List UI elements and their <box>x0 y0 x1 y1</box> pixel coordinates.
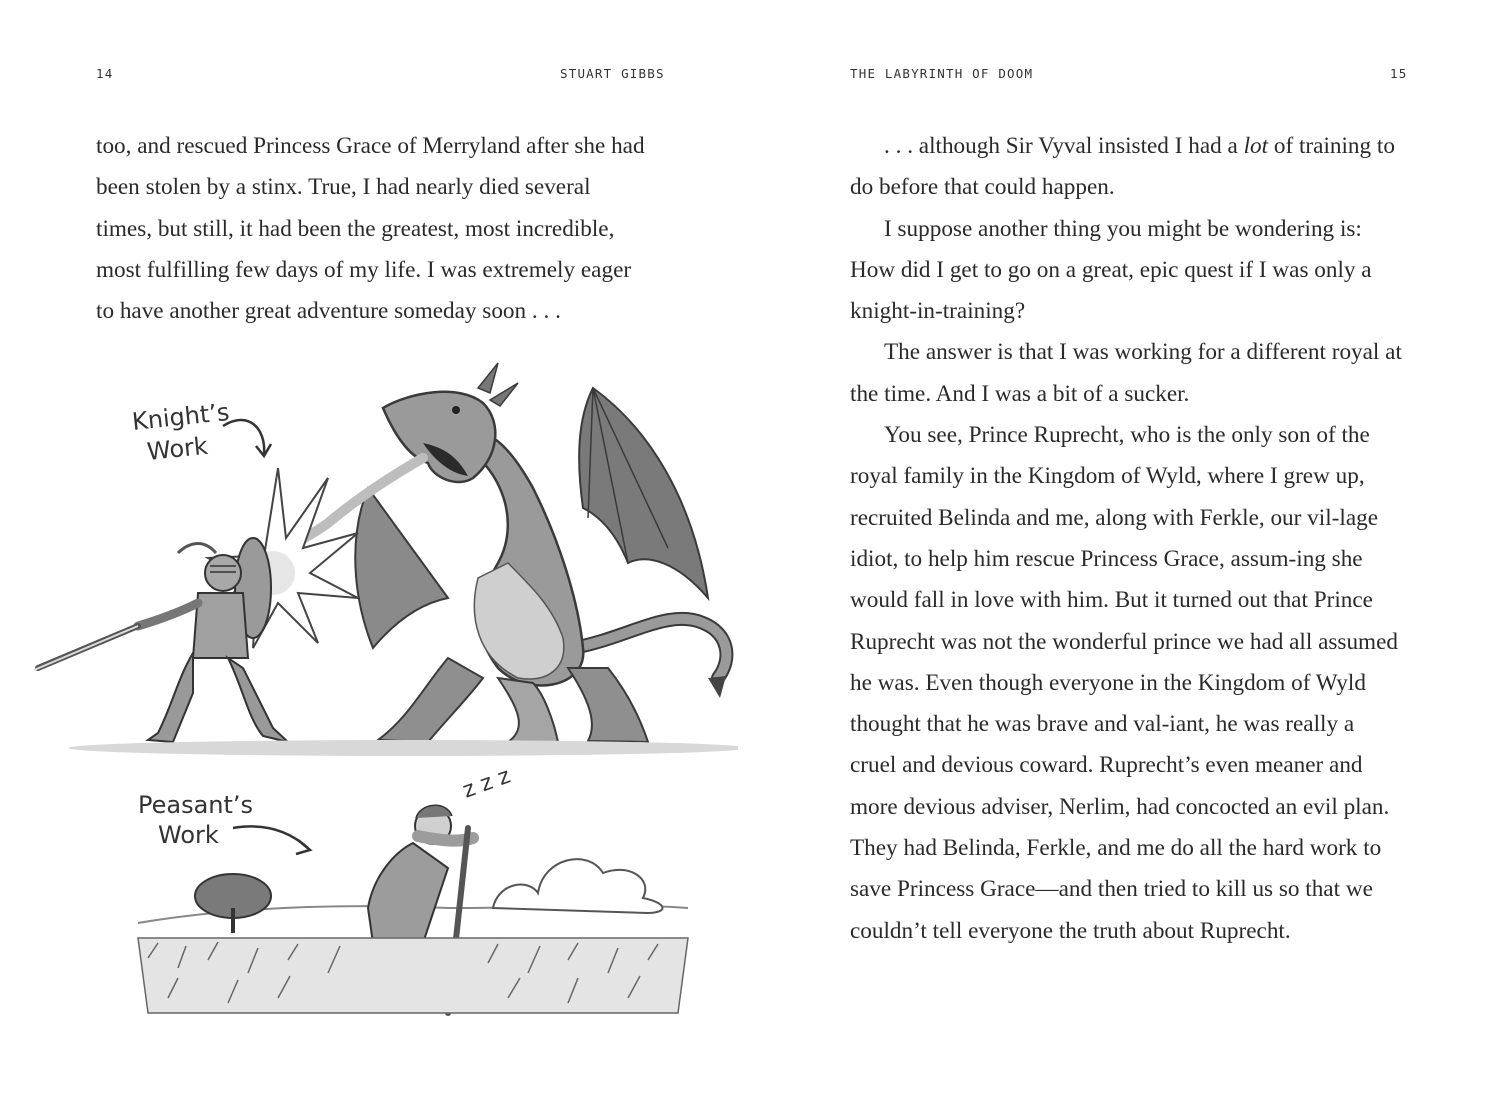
right-page <box>750 0 1500 1100</box>
dragon-horns-icon <box>478 363 518 406</box>
dragon-back-leg <box>568 668 648 742</box>
snore-zzz: z z z <box>459 763 514 804</box>
emphasis-lot: lot <box>1243 133 1269 159</box>
peasant-tunic <box>368 843 448 943</box>
knight-figure <box>34 538 288 742</box>
tree <box>195 874 271 933</box>
ground-shadow <box>68 740 738 756</box>
right-body-text <box>850 126 1402 952</box>
label-knights-work-line1: Knight’s <box>130 397 231 436</box>
dragon-wing <box>579 388 708 598</box>
page-number-right: 15 <box>1390 66 1408 81</box>
left-body-text <box>96 126 648 332</box>
dragon-front-leg <box>378 658 483 742</box>
paragraph-2: I suppose another thing you might be wondering is: How did I get to go on a great, epic quest if I was only a knight-in-training? <box>850 215 1372 325</box>
cloud <box>493 859 662 913</box>
running-head-title: THE LABYRINTH OF DOOM <box>850 66 1034 81</box>
paragraph-4: You see, Prince Ruprecht, who is the only son of the royal family in the Kingdom of Wyld, where I grew up, recruited Belinda and me, along with Ferkle, our vil-lage idiot, to help him rescue Princess Grace, assum-ing she would fall in love with him. But it turned out that Prince Ruprecht was not the wonderful prince we had all assumed he was. Even though everyone in the Kingdom of Wyld thought that he was brave and val-iant, he was really a cruel and devious coward. Ruprecht’s even meaner and more devious adviser, Nerlim, had concocted an evil plan. They had Belinda, Ferkle, and me do all the hard work to save Princess Grace—and then tried to kill us so that we couldn’t tell everyone the truth about Ruprecht. <box>850 422 1398 944</box>
label-knights-work-line2: Work <box>145 431 210 466</box>
label-peasants-work-line2: Work <box>158 821 219 849</box>
dragon-back-wing <box>355 488 448 648</box>
arrow-icon <box>233 826 308 848</box>
paragraph-3: The answer is that I was working for a different royal at the time. And I was a bit of a sucker. <box>850 339 1402 407</box>
grass-field <box>138 938 688 1013</box>
knight-helmet <box>205 555 241 591</box>
tail-spade-icon <box>708 676 726 698</box>
paragraph: too, and rescued Princess Grace of Merryland after she had been stolen by a stinx. True, I had nearly died several times, but still, it had been the greatest, most incredible, most fulfilling few days of my life. I was extremely eager to have another great adventure someday soon . . . <box>96 133 645 325</box>
paragraph-1: . . . although Sir Vyval insisted I had a lot of training to do before that could happen. <box>850 133 1395 201</box>
label-peasants-work-line1: Peasant’s <box>138 791 254 819</box>
dragon-illustration <box>28 348 738 1028</box>
page-number-left: 14 <box>96 66 114 81</box>
running-head-author: STUART GIBBS <box>560 66 665 81</box>
dragon-eye <box>452 406 460 414</box>
